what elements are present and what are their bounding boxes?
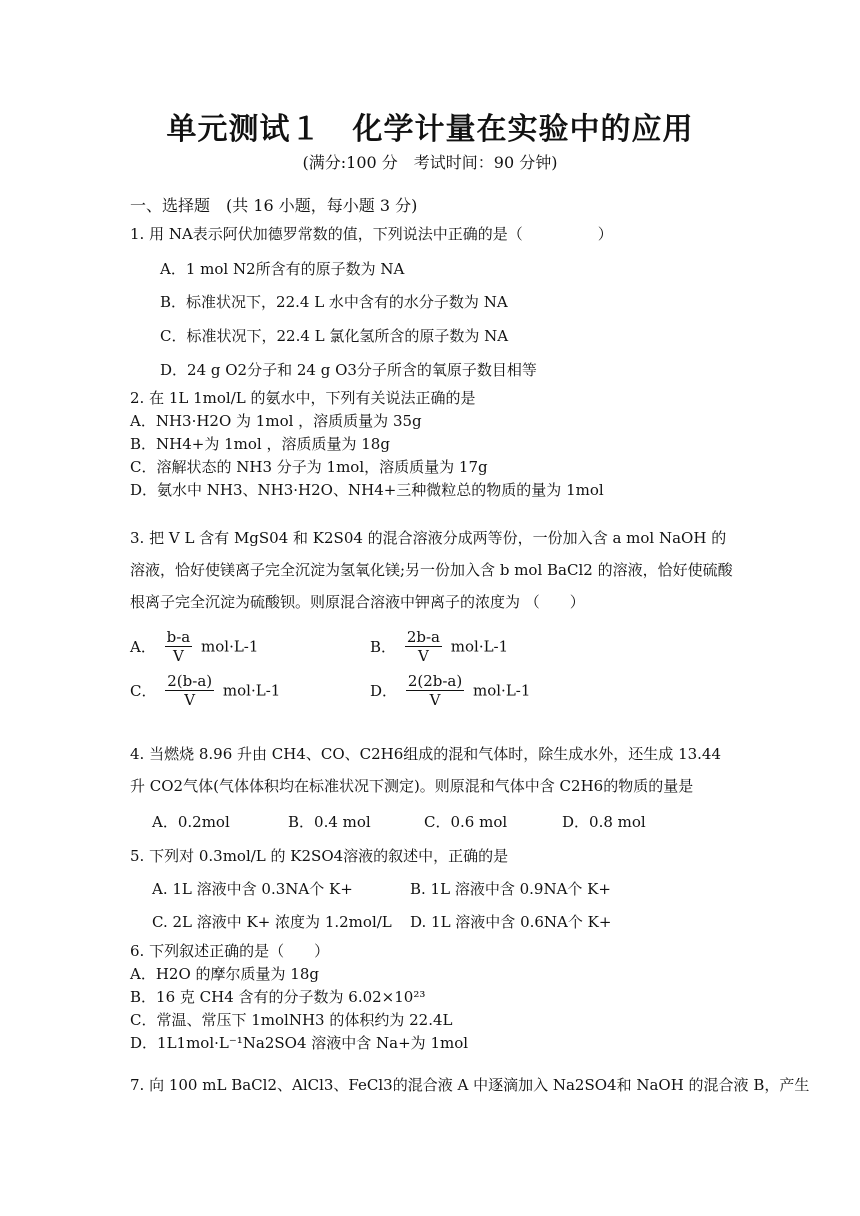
question-4-stem: 4. 当燃烧 8.96 升由 CH4、CO、C2H6组成的混和气体时，除生成水外，还生成 13.44 升 CO2气体(气体体积均在标准状况下测定)。则原混和气体中含 C2H6的物质的量是 [130, 745, 722, 795]
option-label: B． [370, 638, 397, 656]
option-label: D． [370, 682, 398, 700]
fraction [406, 672, 464, 709]
unit: mol·L-1 [201, 637, 259, 656]
question-3-option-d [370, 672, 530, 709]
question-6-option-c: C．常温、常压下 1molNH3 的体积约为 22.4L [130, 1011, 453, 1029]
fraction-denominator: V [429, 691, 441, 709]
question-2-option-b: B．NH4+为 1mol ，溶质质量为 18g [130, 435, 390, 453]
page-title: 单元测试１ 化学计量在实验中的应用 [166, 112, 694, 147]
question-2-option-c: C．溶解状态的 NH3 分子为 1mol，溶质质量为 17g [130, 458, 488, 476]
question-5-stem: 5. 下列对 0.3mol/L 的 K2SO4溶液的叙述中，正确的是 [130, 847, 509, 865]
unit: mol·L-1 [450, 637, 509, 656]
fraction [405, 628, 442, 665]
fraction [165, 628, 193, 665]
question-2-option-d: D．氨水中 NH3、NH3·H2O、NH4+三种微粒总的物质的量为 1mol [130, 481, 604, 499]
fraction-denominator: V [184, 691, 196, 709]
question-5-option-a: A. 1L 溶液中含 0.3NA个 K+ [152, 880, 353, 898]
question-5-option-d: D. 1L 溶液中含 0.6NA个 K+ [410, 913, 612, 931]
option-label: C． [130, 682, 157, 700]
question-1-option-b: B．标准状况下，22.4 L 水中含有的水分子数为 NA [160, 293, 508, 311]
question-1-option-a: A．1 mol N2所含有的原子数为 NA [160, 260, 405, 278]
question-4-option-b: B．0.4 mol [288, 813, 371, 831]
unit: mol·L-1 [222, 681, 281, 700]
question-2-option-a: A．NH3·H2O 为 1mol ，溶质质量为 35g [130, 412, 422, 430]
unit: mol·L-1 [473, 681, 531, 700]
question-3-option-b [370, 628, 508, 665]
fraction [165, 672, 214, 709]
question-1-stem: 1. 用 NA表示阿伏加德罗常数的值，下列说法中正确的是（ ） [130, 225, 613, 243]
fraction-denominator: V [173, 647, 184, 665]
question-6-option-a: A．H2O 的摩尔质量为 18g [130, 965, 319, 983]
question-2-stem: 2. 在 1L 1mol/L 的氨水中，下列有关说法正确的是 [130, 389, 476, 407]
question-3-stem: 3. 把 V L 含有 MgS04 和 K2S04 的混合溶液分成两等份，一份加入含 a mol NaOH 的溶液，恰好使镁离子完全沉淀为氢氧化镁;另一份加入含 b mol BaCl2 的溶液，恰好使硫酸根离子完全沉淀为硫酸钡。则原混合溶液中钾离子的浓度为 （ ） [130, 529, 733, 611]
question-1-option-d: D．24 g O2分子和 24 g O3分子所含的氧原子数目相等 [160, 361, 537, 379]
question-4-option-d: D．0.8 mol [562, 813, 646, 831]
question-1-option-c: C．标准状况下，22.4 L 氯化氢所含的原子数为 NA [160, 327, 509, 345]
question-5-option-c: C. 2L 溶液中 K+ 浓度为 1.2mol/L [152, 913, 392, 931]
question-6-option-b: B．16 克 CH4 含有的分子数为 6.02×10²³ [130, 988, 426, 1006]
fraction-numerator: 2b-a [406, 628, 440, 646]
question-4-option-a: A．0.2mol [152, 813, 230, 831]
fraction-denominator: V [417, 647, 429, 665]
question-6-option-d: D．1L1mol·L⁻¹Na2SO4 溶液中含 Na+为 1mol [130, 1034, 469, 1052]
section-heading: 一、选择题 (共 16 小题，每小题 3 分) [130, 196, 418, 215]
fraction-numerator: 2(2b-a) [407, 672, 463, 690]
fraction-numerator: 2(b-a) [167, 672, 213, 690]
question-5-option-b: B. 1L 溶液中含 0.9NA个 K+ [410, 880, 611, 898]
question-7-stem: 7. 向 100 mL BaCl2、AlCl3、FeCl3的混合液 A 中逐滴加入 Na2SO4和 NaOH 的混合液 B，产生 [130, 1076, 810, 1094]
question-4-option-c: C．0.6 mol [424, 813, 508, 831]
question-3-option-c [130, 672, 280, 709]
question-3-option-a [130, 628, 258, 665]
option-label: A． [130, 638, 156, 656]
fraction-numerator: b-a [166, 628, 191, 646]
question-6-stem: 6. 下列叙述正确的是（ ） [130, 942, 330, 960]
page-subtitle: (满分:100 分 考试时间：90 分钟) [302, 153, 558, 172]
